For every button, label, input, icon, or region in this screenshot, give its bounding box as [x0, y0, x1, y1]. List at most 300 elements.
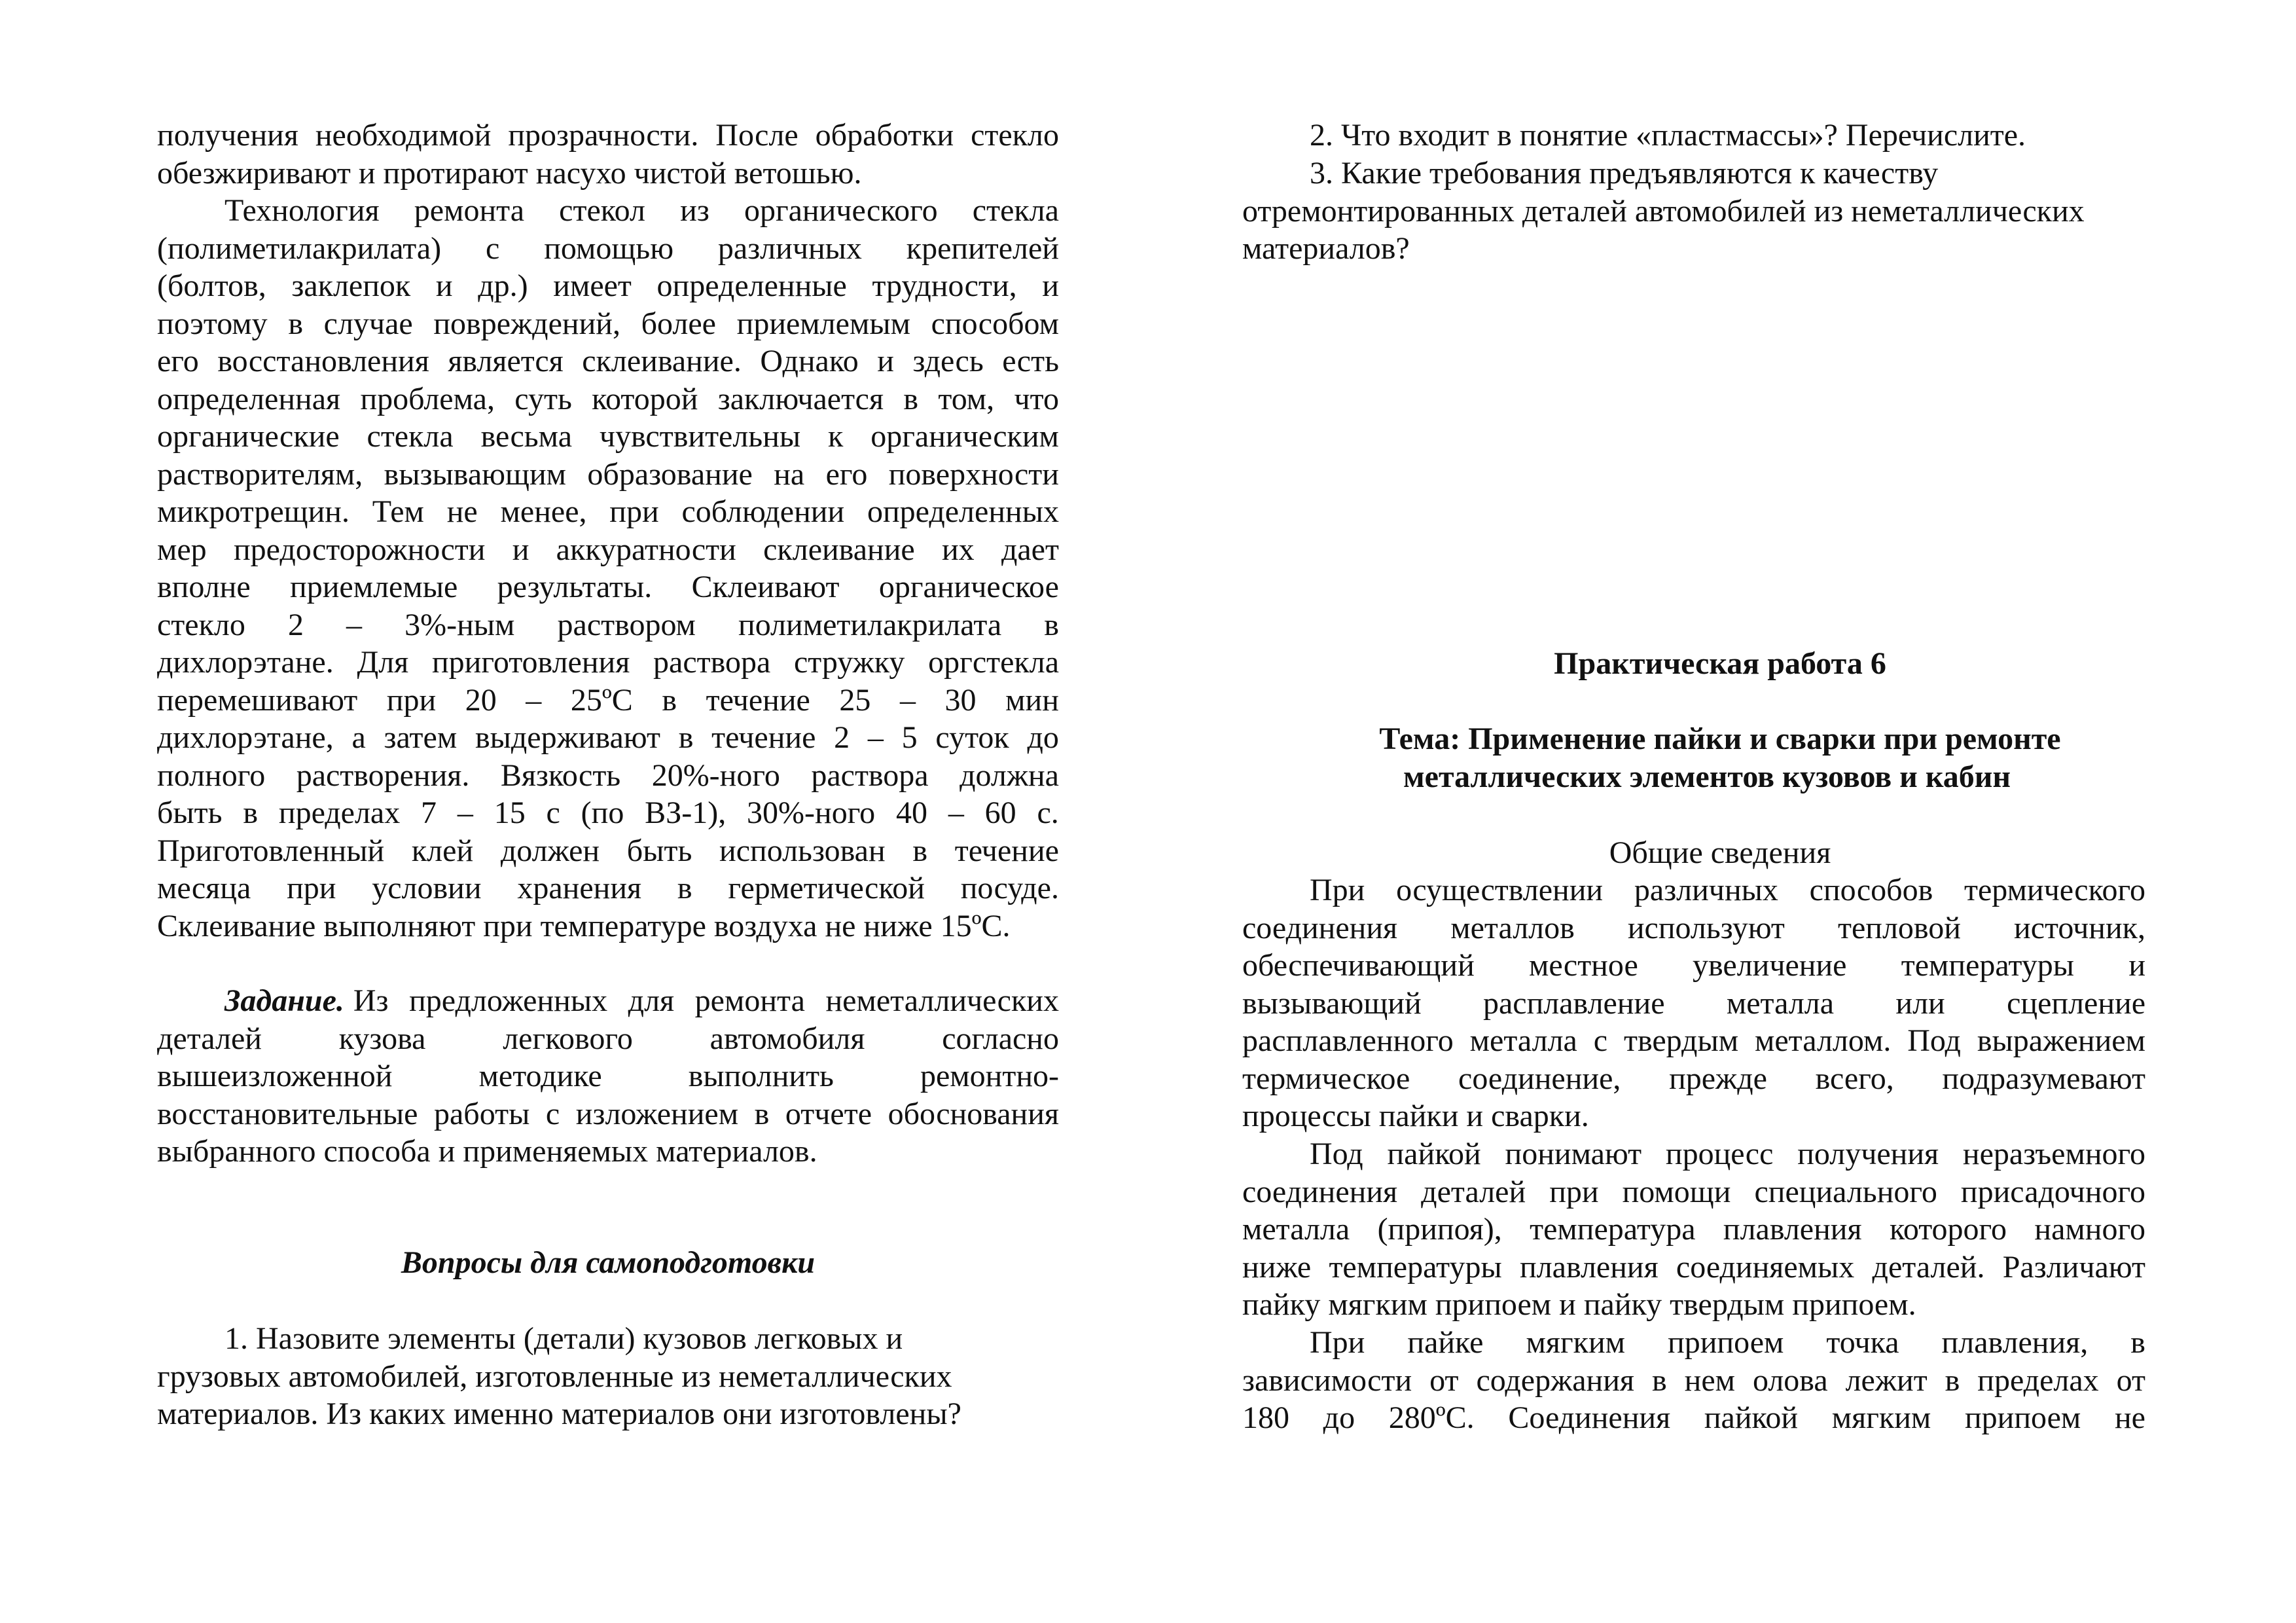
text-line: грузовых автомобилей, изготовленные из неметаллических [157, 1359, 952, 1394]
word: и [435, 268, 453, 303]
task-lines [157, 1020, 1059, 1133]
left-page [157, 0, 1059, 1623]
word: 20 [465, 682, 497, 718]
word: температуры [1329, 1249, 1502, 1285]
word: приемлемым [736, 306, 910, 341]
word: и [1042, 268, 1059, 303]
word: Под [1907, 1023, 1961, 1058]
right-paragraph-soft-solder [1242, 1324, 2145, 1437]
word: его [157, 344, 199, 378]
word: соединения [1242, 910, 1398, 945]
word: при [386, 682, 437, 718]
text-line [157, 644, 1059, 682]
word: различных [1634, 873, 1778, 907]
text-line [1242, 1022, 2145, 1060]
word: местное [1529, 948, 1638, 983]
word: при [287, 871, 336, 905]
word: органические [157, 419, 340, 454]
word: При [1310, 1325, 1365, 1360]
text-line: выбранного способа и применяемых материалов. [157, 1134, 817, 1169]
word: есть [1002, 344, 1059, 378]
paragraph-lines [1242, 1324, 2145, 1437]
word: клей [411, 833, 474, 868]
word: поверхности [888, 456, 1059, 492]
word: стекло [157, 607, 245, 642]
word: суть [514, 381, 572, 416]
word: 60 [984, 795, 1016, 830]
word: трудности, [872, 268, 1017, 303]
word: в [678, 720, 694, 755]
word: специального [1754, 1174, 1937, 1209]
word: при [609, 494, 659, 529]
text-line [157, 832, 1059, 870]
text-line [1242, 985, 2145, 1023]
text-line: процессы пайки и сварки. [1242, 1099, 1589, 1133]
word: поэтому [157, 306, 268, 341]
word: условии [372, 871, 482, 905]
word: 25 [839, 682, 871, 718]
word: источник, [2014, 910, 2145, 945]
word: металлом. [1754, 1023, 1892, 1058]
word: в [662, 682, 677, 718]
word: месяца [157, 871, 251, 905]
word: Тем [372, 494, 424, 529]
text-line [157, 418, 1059, 456]
word: раствора [811, 757, 929, 793]
word: проблема, [360, 381, 495, 416]
word: случае [323, 306, 413, 341]
text-line [157, 1020, 1059, 1058]
word: определенных [867, 494, 1059, 529]
word: стружку [794, 645, 905, 680]
word: и [512, 532, 529, 567]
text-line [1242, 871, 2145, 909]
word: с [545, 1096, 560, 1131]
question-3 [1242, 155, 2145, 268]
text-line [1242, 1249, 2145, 1286]
word: дихлорэтане. [157, 645, 334, 680]
word: Вязкость [500, 757, 621, 793]
word: восстановления [217, 344, 429, 378]
text-line: обезжиривают и протирают насухо чистой ветошью. [157, 155, 862, 191]
word: 7 [421, 795, 437, 830]
text-line [157, 982, 1059, 1020]
word: – [948, 795, 964, 830]
word: в [754, 1096, 770, 1131]
word: предосторожности [233, 532, 486, 567]
word: должен [500, 833, 600, 868]
word: нем [1684, 1362, 1735, 1398]
word: использован [719, 833, 886, 868]
word: металла [1469, 1023, 1577, 1058]
word: мягким [1831, 1400, 1931, 1435]
word: органическое [878, 570, 1059, 604]
word: аккуратности [556, 532, 736, 567]
word: должна [960, 757, 1059, 793]
word: с [546, 795, 560, 830]
word: отчете [785, 1096, 872, 1131]
word: плавления [1723, 1212, 1862, 1247]
word: посуде. [960, 871, 1059, 905]
word: Из [353, 983, 389, 1018]
word: – [457, 795, 473, 830]
word: необходимой [315, 118, 492, 153]
word: из [680, 193, 709, 228]
word: деталей [1421, 1174, 1526, 1209]
text-line [1242, 1135, 2145, 1173]
word: органическим [870, 419, 1059, 454]
word: способов [1809, 873, 1933, 907]
word: стекол [559, 193, 645, 228]
topic-line-2: металлических элементов кузовов и кабин [1403, 759, 2011, 794]
word: суток [935, 720, 1009, 755]
word: работы [434, 1096, 530, 1131]
word: приемлемые [290, 570, 458, 604]
word: микротрещин. [157, 494, 350, 529]
word: расплавленного [1242, 1023, 1454, 1058]
word: образование [587, 456, 753, 492]
word: температура [1530, 1212, 1696, 1247]
left-paragraph-technology [157, 192, 1059, 945]
word: деталей [157, 1021, 262, 1056]
word: кузова [338, 1021, 426, 1056]
word: от [1429, 1362, 1459, 1398]
word: ниже [1242, 1249, 1312, 1285]
word: получения [1797, 1137, 1939, 1171]
word: не [2114, 1400, 2145, 1435]
word: предложенных [409, 983, 608, 1018]
word: различных [717, 230, 862, 266]
word: полного [157, 757, 266, 793]
word: неразъемного [1962, 1137, 2145, 1171]
word: вызывающим [384, 456, 567, 492]
word: пределах [1977, 1362, 2099, 1398]
text-line [157, 568, 1059, 606]
word: тепловой [1838, 910, 1961, 945]
word: 40 [896, 795, 928, 830]
word: на [774, 456, 805, 492]
word: легкового [503, 1021, 633, 1056]
word: с. [1037, 795, 1059, 830]
text-line [157, 757, 1059, 795]
word: что [1014, 381, 1059, 416]
word: обработки [815, 118, 954, 153]
word: их [941, 532, 975, 567]
word: всего, [1815, 1061, 1894, 1096]
word: склеивание. [582, 344, 742, 378]
word: раствора [653, 645, 771, 680]
text-line: Склеивание выполняют при температуре воздуха не ниже 15ºС. [157, 908, 1011, 943]
word: обоснования [888, 1096, 1059, 1131]
word: в [288, 306, 304, 341]
word: в [243, 795, 259, 830]
word: определенная [157, 381, 341, 416]
word: соединяемых [1676, 1249, 1855, 1285]
word: в [1651, 1362, 1667, 1398]
word: 280ºС. [1388, 1400, 1475, 1435]
text-line [157, 117, 1059, 155]
word: Приготовленный [157, 833, 385, 868]
text-line [157, 1057, 1059, 1095]
word: до [1323, 1400, 1355, 1435]
text-line: 2. Что входит в понятие «пластмассы»? Перечислите. [1310, 118, 2026, 153]
word: соединения [1242, 1174, 1398, 1209]
word: дихлорэтане, [157, 720, 334, 755]
text-line [157, 456, 1059, 494]
word: к [828, 419, 844, 454]
text-line [1242, 1211, 2145, 1249]
word: результаты. [497, 570, 653, 604]
word: весьма [480, 419, 573, 454]
word: – [867, 720, 884, 755]
word: до [1027, 720, 1059, 755]
word: которого [1889, 1212, 2007, 1247]
word: в [903, 381, 919, 416]
word: выполнить [688, 1059, 834, 1093]
text-line: материалов. Из каких именно материалов они изготовлены? [157, 1396, 961, 1431]
word: 180 [1242, 1400, 1289, 1435]
word: течение [711, 720, 816, 755]
word: стекло [971, 118, 1059, 153]
text-line [157, 869, 1059, 907]
word: обеспечивающий [1242, 948, 1475, 983]
word: вышеизложенной [157, 1059, 393, 1093]
word: металла [1242, 1212, 1350, 1247]
word: растворителям, [157, 456, 363, 492]
word: получения [157, 118, 298, 153]
word: Различают [2002, 1249, 2145, 1285]
word: менее, [500, 494, 587, 529]
text-line: материалов? [1242, 231, 1410, 266]
word: 2 [834, 720, 850, 755]
word: и [2128, 948, 2145, 983]
text-line [157, 230, 1059, 268]
text-line [157, 267, 1059, 305]
word: др.) [478, 268, 528, 303]
work-title: Практическая работа 6 [1554, 646, 1886, 681]
left-paragraph-continuation [157, 117, 1059, 192]
word: быть [626, 833, 692, 868]
word: ремонтно- [920, 1059, 1059, 1093]
word: мин [1005, 682, 1059, 718]
questions-heading: Вопросы для самоподготовки [401, 1245, 816, 1280]
word: способом [931, 306, 1059, 341]
word: его [825, 456, 868, 492]
text-line [157, 682, 1059, 720]
word: 5 [901, 720, 918, 755]
word: раствором [557, 607, 696, 642]
word: мягким [1526, 1325, 1626, 1360]
text-line: пайку мягким припоем и пайку твердым припоем. [1242, 1287, 1916, 1322]
word: не [446, 494, 478, 529]
word: течение [706, 682, 810, 718]
task-paragraph [157, 982, 1059, 1171]
text-line [157, 719, 1059, 757]
word: плавления, [1941, 1325, 2089, 1360]
word: – [346, 607, 363, 642]
word: увеличение [1693, 948, 1847, 983]
word: более [641, 306, 716, 341]
text-line [157, 192, 1059, 230]
word: стекла [972, 193, 1059, 228]
question-1 [157, 1320, 1059, 1433]
word: припоем [1964, 1400, 2081, 1435]
word: ремонта [694, 983, 805, 1018]
word: полиметилакрилата [738, 607, 1002, 642]
word: пределах [278, 795, 401, 830]
right-paragraph-soldering [1242, 1135, 2145, 1324]
task-first-line-rest [344, 982, 1059, 1020]
word: крепителей [906, 230, 1059, 266]
word: 30 [944, 682, 977, 718]
word: помощью [544, 230, 674, 266]
word: прозрачности. [508, 118, 699, 153]
word: вполне [157, 570, 251, 604]
task-label: Задание. [224, 983, 344, 1018]
word: повреждений, [433, 306, 620, 341]
word: дает [1001, 532, 1059, 567]
text-line [157, 380, 1059, 418]
word: в [2130, 1325, 2145, 1360]
word: – [899, 682, 916, 718]
word: выражением [1977, 1023, 2145, 1058]
word: затем [384, 720, 457, 755]
word: температуры [1901, 948, 2075, 983]
word: мер [157, 532, 207, 567]
word: согласно [942, 1021, 1059, 1056]
word: металла [1726, 985, 1835, 1021]
text-line [157, 493, 1059, 531]
word: течение [954, 833, 1059, 868]
word: заклепок [291, 268, 411, 303]
word: чувствительны [599, 419, 801, 454]
word: 25ºС [570, 682, 633, 718]
word: 3%-ным [404, 607, 515, 642]
word: понимают [1505, 1137, 1642, 1171]
word: соблюдении [681, 494, 845, 529]
word: органического [744, 193, 938, 228]
text-line [157, 342, 1059, 380]
word: восстановительные [157, 1096, 418, 1131]
word: стекла [367, 419, 454, 454]
word: здесь [912, 344, 984, 378]
text-line [1242, 1362, 2145, 1400]
word: хранения [517, 871, 642, 905]
word: ВЗ-1), [645, 795, 726, 830]
word: (припоя), [1377, 1212, 1502, 1247]
word: склеивание [763, 532, 915, 567]
word: Под [1310, 1137, 1363, 1171]
text-line [157, 531, 1059, 569]
word: термическое [1242, 1061, 1410, 1096]
text-line [1242, 1173, 2145, 1211]
word: является [448, 344, 564, 378]
text-line [157, 794, 1059, 832]
word: пайке [1407, 1325, 1484, 1360]
paragraph-lines [157, 192, 1059, 907]
word: соединение, [1458, 1061, 1621, 1096]
word: с [1593, 1023, 1608, 1058]
word: заключается [717, 381, 884, 416]
word: 30%-ного [747, 795, 876, 830]
topic-line-1: Тема: Применение пайки и сварки при ремонте [1379, 721, 2061, 756]
word: выдерживают [475, 720, 660, 755]
word: деталей. [1872, 1249, 1985, 1285]
word: точка [1826, 1325, 1899, 1360]
word: неметаллических [825, 983, 1059, 1018]
word: вызывающий [1242, 985, 1422, 1021]
word: металлов [1450, 910, 1575, 945]
right-page [1242, 0, 2145, 1623]
word: в [912, 833, 928, 868]
word: быть [157, 795, 223, 830]
right-paragraph-thermal [1242, 871, 2145, 1135]
word: подразумевают [1942, 1061, 2145, 1096]
word: олова [1752, 1362, 1828, 1398]
word: с [486, 230, 500, 266]
word: автомобиля [709, 1021, 865, 1056]
word: припоем [1668, 1325, 1784, 1360]
word: в [1044, 607, 1059, 642]
word: Однако [760, 344, 859, 378]
word: лежит [1845, 1362, 1928, 1398]
word: зависимости [1242, 1362, 1412, 1398]
word: термического [1964, 873, 2145, 907]
word: растворения. [296, 757, 470, 793]
word: методике [478, 1059, 602, 1093]
word: в [677, 871, 692, 905]
word: 20%-ного [651, 757, 780, 793]
word: твердым [1623, 1023, 1739, 1058]
text-line [1242, 909, 2145, 947]
text-line: 1. Назовите элементы (детали) кузовов легковых и [224, 1321, 903, 1356]
word: а [351, 720, 366, 755]
word: от [2116, 1362, 2145, 1398]
word: (болтов, [157, 268, 266, 303]
word: расплавление [1483, 985, 1665, 1021]
word: Технология [224, 193, 380, 228]
word: помощи [1622, 1174, 1731, 1209]
word: содержания [1476, 1362, 1635, 1398]
text-line: 3. Какие требования предъявляются к качеству [1310, 156, 1939, 191]
word: определенные [656, 268, 847, 303]
paragraph-lines [1242, 1135, 2145, 1286]
word: Соединения [1508, 1400, 1671, 1435]
paragraph-lines [1242, 871, 2145, 1097]
text-line [1242, 1060, 2145, 1098]
word: и [877, 344, 894, 378]
word: или [1895, 985, 1945, 1021]
text-line [157, 1095, 1059, 1133]
word: сцепление [2007, 985, 2145, 1021]
word: При [1310, 873, 1365, 907]
word: Для [357, 645, 409, 680]
word: приготовления [431, 645, 630, 680]
word: изложением [575, 1096, 739, 1131]
general-heading: Общие сведения [1609, 835, 1831, 870]
text-line [1242, 1399, 2145, 1437]
word: (полиметилакрилата) [157, 230, 442, 266]
word: том, [938, 381, 995, 416]
text-line [1242, 1324, 2145, 1362]
word: которой [592, 381, 698, 416]
word: осуществлении [1396, 873, 1604, 907]
text-line [157, 305, 1059, 343]
text-line [1242, 947, 2145, 985]
word: при [1549, 1174, 1599, 1209]
word: 15 [493, 795, 526, 830]
word: пайкой [1387, 1137, 1481, 1171]
